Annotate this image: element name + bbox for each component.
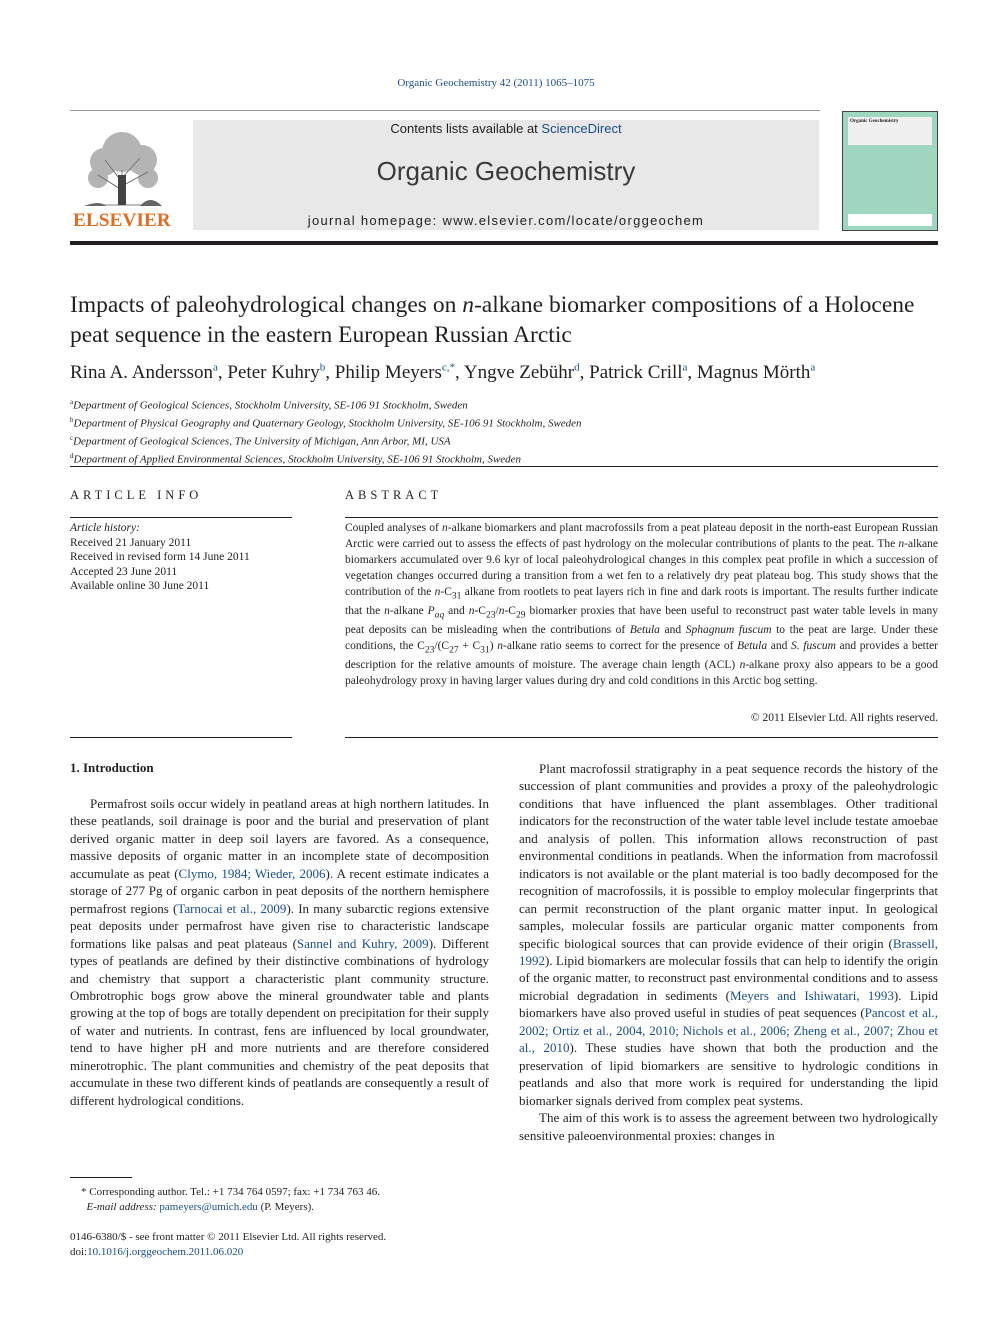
title-italic-n: n (462, 292, 474, 318)
journal-cover-thumbnail[interactable] (842, 111, 938, 231)
body-paragraph: Plant macrofossil stratigraphy in a peat sequence records the history of the succession of plant communities and provides a proxy of the paleohydrologic conditions that have influenced the plant assemblages. Other traditional indicators for the reconstruction of the water table level include testate amoebae and analysis of pollen. This information allows reconstruction of past environmental conditions in peatlands. When the information from macrofossil indicators is not available or the plant material is too badly decomposed for the recognition of macrofossils, it is possible to employ molecular fingerprints that can permit reconstruction of the plant organic matter input. In geological samples, molecular fossils are particular organic matter components from specific biological sources that can provide evidence of their origin (Brassell, 1992). Lipid biomarkers are molecular fossils that can help to identify the origin of the organic matter, to reconstruct past environmental conditions and to assess microbial degradation in sediments (Meyers and Ishiwatari, 1993). Lipid biomarkers have also proved useful in studies of peat sequences (Pancost et al., 2002; Ortiz et al., 2004, 2010; Nichols et al., 2006; Zheng et al., 2007; Zhou et al., 2010). These studies have shown that both the production and the preservation of lipid biomarkers are sensitive to hydrologic conditions in peatlands and also that more work is required for understanding the lipid biomarker signals derived from complex peat systems. (519, 761, 938, 1108)
author-name: Yngve Zebühr (463, 362, 575, 383)
article-info-bottom-rule (70, 737, 292, 738)
author-list: Rina A. Andersson$^a$, Peter Kuhry$^b$, Philip Meyers$^{c,*}$, Yngve Zebühr$^d$, Patrick Crill$^a$, Magnus Mörth$^a$ (70, 361, 816, 383)
email-line (70, 1200, 490, 1215)
body-paragraph: The aim of this work is to assess the agreement between two hydrologically sensitive paleoenvironmental proxies: changes in (519, 1110, 938, 1143)
accepted-date: Accepted 23 June 2011 (70, 565, 178, 578)
elsevier-wordmark: ELSEVIER (73, 210, 171, 231)
email-link[interactable]: pameyers@umich.edu (159, 1201, 258, 1213)
citation-link[interactable]: Clymo, 1984; Wieder, 2006 (178, 865, 326, 881)
citation-link[interactable]: Brassell, 1992 (519, 935, 938, 968)
affiliation-marker: b (70, 415, 74, 424)
issn-line: 0146-6380/$ - see front matter © 2011 Elsevier Ltd. All rights reserved. (70, 1231, 387, 1243)
contents-line (193, 121, 819, 136)
corresponding-author-footnote (70, 1185, 490, 1215)
title-part-1: Impacts of paleohydrological changes on (70, 292, 463, 318)
body-paragraph: Permafrost soils occur widely in peatland areas at high northern latitudes. In these peatlands, soil drainage is poor and the burial and preservation of plant derived organic matter in deep soil layers are favored. As a consequence, massive deposits of organic matter in an incomplete state of decomposition accumulate as peat (Clymo, 1984; Wieder, 2006). A recent estimate indicates a storage of 277 Pg of organic carbon in peat deposits of the northern hemisphere permafrost regions (Tarnocai et al., 2009). In many subarctic regions extensive peat deposits under permafrost have given rise to characteristic landscape formations like palsas and peat plateaus (Sannel and Kuhry, 2009). Different types of peatlands are defined by their distinctive combinations of hydrology and chemistry that support a characteristic plant community structure. Ombrotrophic bogs grow above the mineral groundwater table and plants growing at the top of bogs are totally dependent on precipitation for their supply of water and nutrients. In contrast, fens are influenced by local groundwater, tend to have higher pH and more nutrients and are therefore considered minerotrophic. The plant communities and chemistry of the peat deposits that accumulate in these two different kinds of peatlands are consequently a result of different hydrological conditions. (70, 796, 490, 1108)
abstract-heading: ABSTRACT (345, 488, 443, 502)
homepage-link[interactable]: www.elsevier.com/locate/orggeochem (442, 213, 705, 228)
journal-title: Organic Geochemistry (376, 156, 636, 186)
affiliation-marker: a (70, 398, 74, 406)
citation-link[interactable]: Meyers and Ishiwatari, 1993 (729, 987, 894, 1003)
footnote-rule (70, 1177, 132, 1178)
citation-link[interactable]: Pancost et al., 2002; Ortiz et al., 2004, 2010; Nichols et al., 2006; Zheng et al., 2007; Zhou et al., 2010 (519, 1005, 938, 1056)
citation-link[interactable]: Tarnocai et al., 2009 (177, 900, 287, 916)
revised-date: Received in revised form 14 June 2011 (70, 551, 250, 564)
author-affil-link[interactable]: c,* (441, 361, 456, 374)
corresponding-line: * Corresponding author. Tel.: +1 734 764 0597; fax: +1 734 763 46. (70, 1186, 380, 1198)
sciencedirect-link[interactable]: ScienceDirect (541, 121, 622, 136)
cover-title-box (848, 117, 932, 145)
contents-prefix: Contents lists available at (390, 121, 542, 136)
doi-label: doi: (70, 1246, 88, 1258)
section-heading-introduction: 1. Introduction (70, 760, 154, 775)
author-name: Rina A. Andersson (70, 362, 214, 383)
author-name: Philip Meyers (334, 362, 442, 383)
cover-title: Organic Geochemistry (850, 119, 899, 124)
header-top-rule (70, 110, 820, 111)
header-bottom-rule (70, 241, 938, 245)
author-name: Magnus Mörth (696, 362, 811, 383)
doi-line (70, 1245, 490, 1260)
homepage-prefix: journal homepage: (307, 213, 443, 228)
affiliation (70, 431, 940, 449)
affiliations (70, 395, 940, 467)
article-history (70, 521, 292, 594)
affiliation (70, 395, 940, 413)
abstract-text: Coupled analyses of n-alkane biomarkers and plant macrofossils from a peat plateau deposit in the north-east European Russian Arctic were carried out to assess the effects of past hydrology on the molecular contributions of plants to the peat. The n-alkane biomarkers accumulated over 9.6 kyr of local paleohydrological changes in this complex peat profile in which a succession of vegetation changes occurred during a transition from a wet fen to a relatively dry peat plateau bog. This study shows that the contribution of the $n-C_{31}$ alkane from rootlets to peat layers rich in fine and dark roots is important. The results further indicate that the n-alkane $P_{aq}$ and $n-C_{23}/n-C_{29}$ biomarker proxies that have been useful to reconstruct past water table levels in many peat deposits can be misleading when the contributions of Betula and Sphagnum fuscum to the peat are large. Under these conditions, the $C_{23}/(C_{27} + C_{31})$ n-alkane ratio seems to correct for the presence of Betula and S. fuscum and provides a better description for the relative amounts of moisture. The average chain length (ACL) n-alkane proxy also appears to be a good paleohydrology proxy in having larger values during dry and cold conditions in this Arctic bog setting. (345, 522, 939, 688)
article-info-heading: ARTICLE INFO (70, 488, 203, 502)
affiliation (70, 449, 940, 467)
cover-footer (848, 214, 932, 226)
body-column-right (519, 760, 938, 1144)
abstract-copyright: © 2011 Elsevier Ltd. All rights reserved. (750, 712, 938, 724)
abstract-bottom-rule (345, 737, 938, 738)
article-title (70, 290, 940, 350)
history-label: Article history: (70, 522, 140, 534)
body-column-left (70, 795, 489, 1109)
online-date: Available online 30 June 2011 (70, 580, 210, 593)
affiliation-marker: d (70, 451, 74, 460)
issn-doi-block (70, 1230, 490, 1260)
article-info-top-rule (70, 517, 292, 518)
affiliation-marker: c (70, 433, 74, 442)
doi-link[interactable]: 10.1016/j.orggeochem.2011.06.020 (87, 1246, 244, 1258)
affiliation-text: Department of Applied Environmental Sciences, Stockholm University, SE-106 91 Stockholm, Sweden (73, 453, 522, 466)
affiliation-text: Department of Geological Sciences, The University of Michigan, Ann Arbor, MI, USA (73, 435, 451, 448)
email-label: E-mail address: (86, 1201, 157, 1213)
affiliation-text: Department of Geological Sciences, Stockholm University, SE-106 91 Stockholm, Sweden (73, 399, 468, 412)
author-affil-link[interactable]: a (213, 361, 218, 374)
citation-link[interactable]: Sannel and Kuhry, 2009 (296, 935, 429, 951)
author-name: Peter Kuhry (227, 362, 320, 383)
corresponding-text: Corresponding author. Tel.: +1 734 764 0597; fax: +1 734 763 46. (89, 1186, 380, 1198)
title-part-2: -alkane biomarker compositions of a Holocene peat sequence in the eastern European Russian Arctic (70, 292, 915, 348)
author-affil-link[interactable]: a (682, 361, 688, 374)
affiliation-text: Department of Physical Geography and Quaternary Geology, Stockholm University, SE-106 91 Stockholm, Sweden (73, 417, 582, 430)
author-affil-link[interactable]: d (574, 361, 580, 374)
email-suffix: (P. Meyers). (257, 1201, 315, 1213)
received-date: Received 21 January 2011 (70, 536, 192, 549)
author-affil-link[interactable]: a (810, 361, 816, 374)
journal-citation[interactable]: Organic Geochemistry 42 (2011) 1065–1075 (397, 77, 595, 89)
affiliation (70, 413, 940, 431)
affiliations-rule (70, 466, 938, 467)
author-affil-link[interactable]: b (319, 361, 326, 374)
journal-homepage (193, 213, 819, 228)
abstract-top-rule (345, 517, 938, 518)
author-name: Patrick Crill (589, 362, 683, 383)
